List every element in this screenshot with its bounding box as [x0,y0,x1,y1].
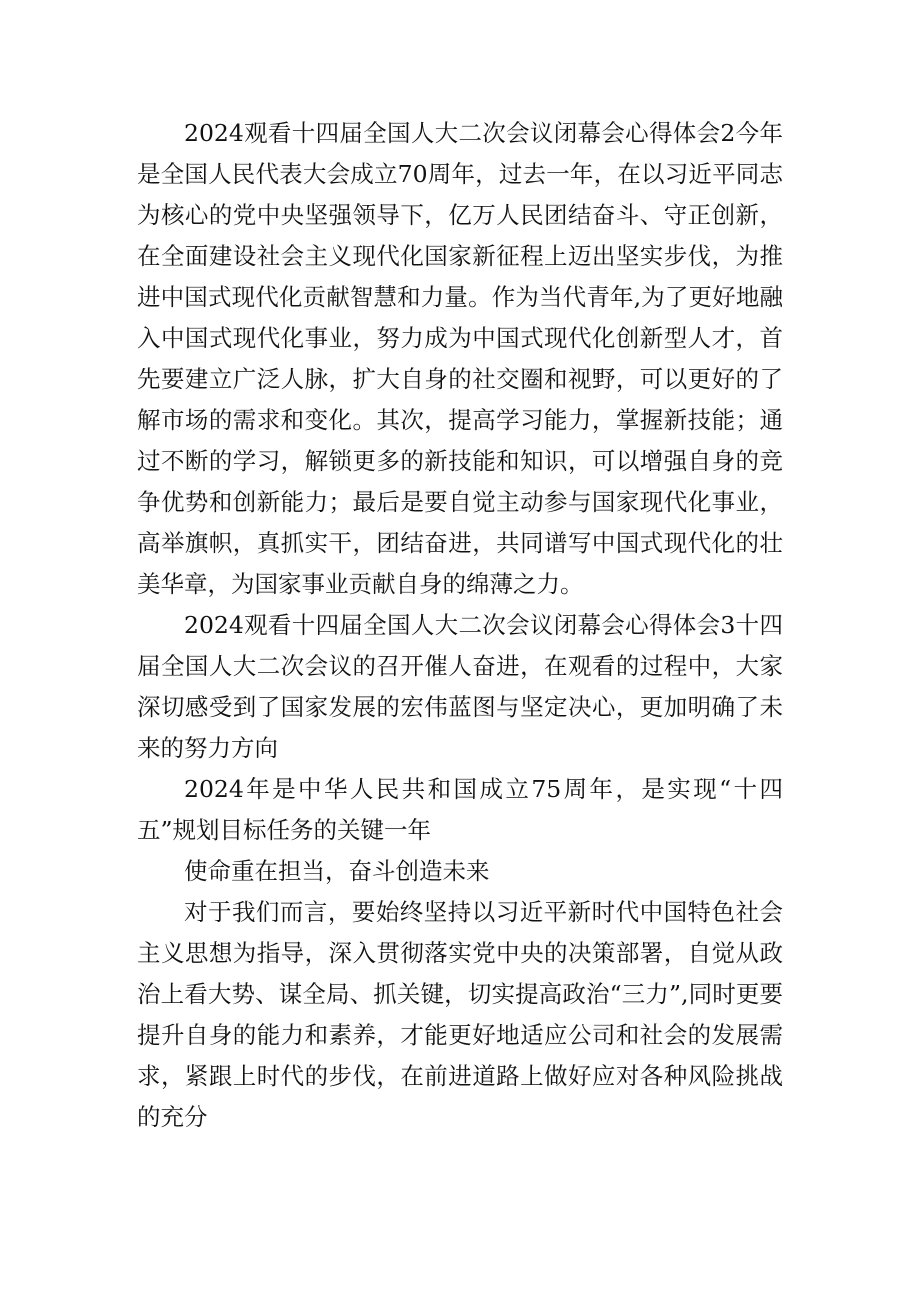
document-body [137,113,783,1138]
paragraph-reflection-3: 2024观看十四届全国人大二次会议闭幕会心得体会3十四届全国人大二次会议的召开催人奋进，在观看的过程中，大家深切感受到了国家发展的宏伟蓝图与坚定决心，更加明确了未来的努力方向 [137,611,783,762]
paragraph-commitment: 对于我们而言，要始终坚持以习近平新时代中国特色社会主义思想为指导，深入贯彻落实党中央的决策部署，自觉从政治上看大势、谋全局、抓关键，切实提高政治“三力”,同时更要提升自身的能力和素养，才能更好地适应公司和社会的发展需求，紧跟上时代的步伐，在前进道路上做好应对各种风险挑战的充分 [137,898,783,1131]
paragraph-subheading: 使命重在担当，奋斗创造未来 [184,857,490,885]
paragraph-reflection-2: 2024观看十四届全国人大二次会议闭幕会心得体会2今年是全国人民代表大会成立70周年，过去一年，在以习近平同志为核心的党中央坚强领导下，亿万人民团结奋斗、守正创新，在全面建设社会主义现代化国家新征程上迈出坚实步伐，为推进中国式现代化贡献智慧和力量。作为当代青年,为了更好地融入中国式现代化事业，努力成为中国式现代化创新型人才，首先要建立广泛人脉，扩大自身的社交圈和视野，可以更好的了解市场的需求和变化。其次，提高学习能力，掌握新技能；通过不断的学习，解锁更多的新技能和知识，可以增强自身的竞争优势和创新能力；最后是要自觉主动参与国家现代化事业，高举旗帜，真抓实干，团结奋进，共同谱写中国式现代化的壮美华章，为国家事业贡献自身的绵薄之力。 [137,119,783,598]
paragraph-anniversary: 2024年是中华人民共和国成立75周年，是实现“十四五”规划目标任务的关键一年 [137,775,783,844]
